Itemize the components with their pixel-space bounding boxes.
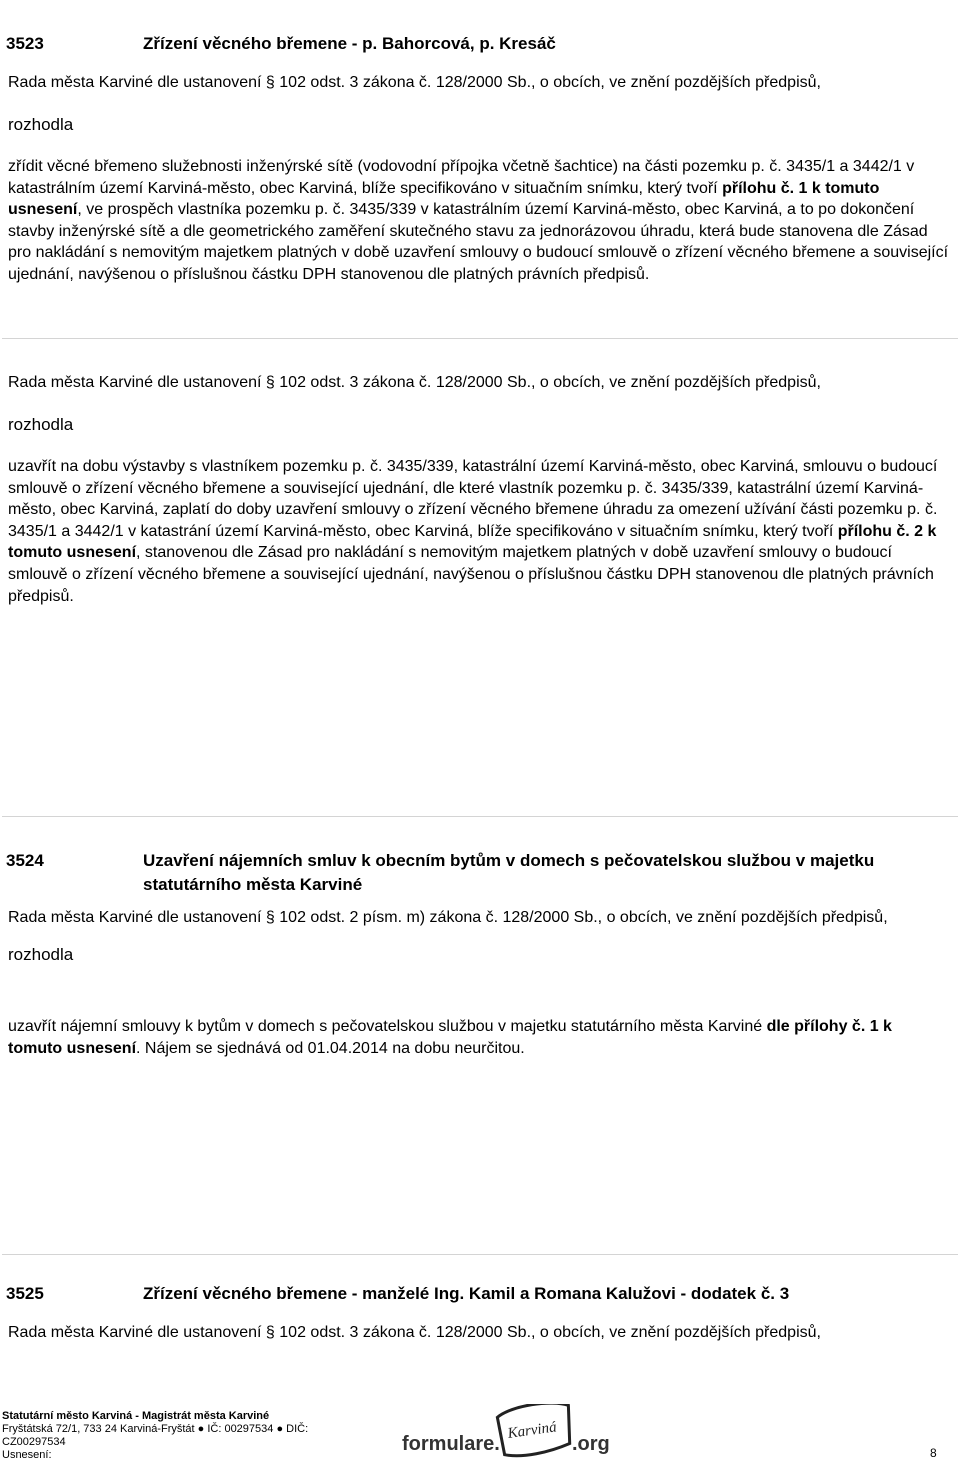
legal-basis: Rada města Karviné dle ustanovení § 102 odst. 2 písm. m) zákona č. 128/2000 Sb., o obcích, ve znění pozdějších předpisů, (8, 909, 888, 926)
logo-text-right: .org (572, 1433, 610, 1455)
attachment-reference: přílohu č. 1 k tomuto usnesení (8, 179, 880, 219)
resolution-title: Uzavření nájemních smluv k obecním bytům v domech s pečovatelskou službou v majetku statutárního města Karviné (143, 851, 875, 894)
attachment-reference: dle přílohy č. 1 k tomuto usnesení (8, 1018, 892, 1057)
resolution-text: uzavřít nájemní smlouvy k bytům v domech s pečovatelskou službou v majetku statutárního města Karviné dle přílohy č. 1 k tomuto usnesení. Nájem se sjednává od 01.04.2014 na dobu neurčitou. (8, 1018, 892, 1057)
attachment-reference: přílohu č. 2 k tomuto usnesení (8, 522, 937, 562)
footer-address (2, 1410, 332, 1462)
legal-basis: Rada města Karviné dle ustanovení § 102 odst. 3 zákona č. 128/2000 Sb., o obcích, ve znění pozdějších předpisů, (8, 74, 821, 91)
legal-basis: Rada města Karviné dle ustanovení § 102 odst. 3 zákona č. 128/2000 Sb., o obcích, ve znění pozdějších předpisů, (8, 1324, 821, 1341)
resolution-text: uzavřít na dobu výstavby s vlastníkem pozemku p. č. 3435/339, katastrální území Karviná-město, obec Karviná, smlouvu o budoucí smlouvě o zřízení věcného břemene a související ujednání, dle které vlastník pozemku p. č. 3435/339, katastrální území Karviná-město, obec Karviná, zaplatí do doby uzavření smlouvy o zřízení věcného břemene úhradu za omezení užívání části pozemku p. č. 3435/1 a 3442/1 v katastrání území Karviná-město, obec Karviná, blíže specifikováno v situačním snímku, který tvoří přílohu č. 2 k tomuto usnesení, stanovenou dle Zásad pro nakládání s nemovitým majetkem platných v době uzavření smlouvy o budoucí smlouvě o zřízení věcného břemene a související ujednání, navýšenou o příslušnou částku DPH stanovenou dle platných právních předpisů. (8, 458, 938, 605)
resolution-number: 3523 (6, 34, 44, 53)
footer-org: Statutární město Karviná - Magistrát města Karviné (2, 1410, 270, 1422)
formulare-karvina-logo (400, 1404, 620, 1462)
decided-label: rozhodla (8, 115, 74, 134)
resolution-title: Zřízení věcného břemene - manželé Ing. Kamil a Romana Kalužovi - dodatek č. 3 (143, 1284, 790, 1303)
footer-dic: CZ00297534 (2, 1436, 66, 1448)
page-number: 8 (930, 1446, 937, 1460)
decided-label: rozhodla (8, 945, 74, 964)
resolution-3525 (2, 1254, 958, 1374)
resolution-number: 3525 (6, 1284, 44, 1303)
resolution-title: Zřízení věcného břemene - p. Bahorcová, p. Kresáč (143, 34, 556, 53)
footer-address-line: Fryštátská 72/1, 733 24 Karviná-Fryštát ● IČ: 00297534 ● DIČ: (2, 1423, 309, 1435)
resolution-text: zřídit věcné břemeno služebnosti inženýrské sítě (vodovodní přípojka včetně šachtice) na části pozemku p. č. 3435/1 a 3442/1 v katastrálním území Karviná-město, obec Karviná, blíže specifikováno v situačním snímku, který tvoří přílohu č. 1 k tomuto usnesení, ve prospěch vlastníka pozemku p. č. 3435/339 v katastrálním území Karviná-město, obec Karviná, a to po dokončení stavby inženýrské sítě a dle geometrického zaměření skutečného stavu za jednorázovou úhradu, která bude stanovena dle Zásad pro nakládání s nemovitým majetkem platných v době uzavření smlouvy o budoucí smlouvě o zřízení věcného břemene a související ujednání, navýšenou o příslušnou částku DPH stanovenou dle platných právních předpisů. (8, 158, 949, 283)
legal-basis: Rada města Karviné dle ustanovení § 102 odst. 3 zákona č. 128/2000 Sb., o obcích, ve znění pozdějších předpisů, (8, 374, 821, 391)
logo-text-left: formulare. (402, 1433, 500, 1455)
footer-label: Usnesení: (2, 1449, 52, 1461)
decided-label: rozhodla (8, 415, 74, 434)
logo-text-mid: Karviná (506, 1419, 558, 1442)
resolution-number: 3524 (6, 851, 44, 870)
